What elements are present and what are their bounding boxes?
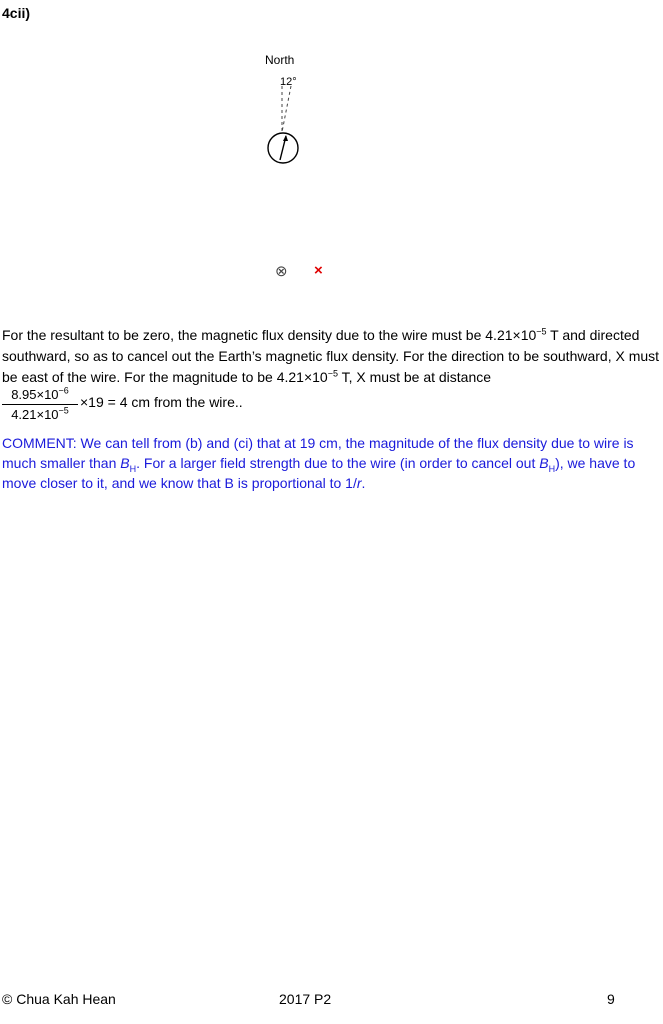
north-label: North bbox=[265, 53, 295, 67]
exp-1: −5 bbox=[536, 326, 547, 337]
comment-part-4: . bbox=[361, 475, 366, 491]
fraction-numerator bbox=[2, 386, 78, 405]
footer-paper: 2017 P2 bbox=[279, 991, 332, 1007]
exp-2: −5 bbox=[327, 368, 338, 379]
numerator-exp: −6 bbox=[58, 385, 69, 396]
comment-paragraph bbox=[2, 433, 663, 493]
unit-2: T bbox=[337, 369, 349, 385]
r-symbol: r bbox=[356, 475, 362, 491]
comment-part-1: COMMENT: We can tell from (b) and (ci) that at 19 cm, the magnitude of the flux density due to wire is much smaller than bbox=[2, 435, 634, 471]
compass-diagram bbox=[255, 82, 315, 172]
comment-part-3: ), we have to move closer to it, and we know that B is proportional to 1/ bbox=[2, 455, 636, 491]
comment-part-2: . For a larger field strength due to the wire (in order to cancel out bbox=[136, 455, 540, 471]
value-1: 4.21×10 bbox=[485, 327, 537, 343]
para-text-3: , X must be at distance bbox=[348, 369, 492, 385]
b-symbol-2: B bbox=[539, 455, 549, 471]
b-symbol: B bbox=[120, 455, 130, 471]
para-text-1: For the resultant to be zero, the magnetic flux density due to the wire must be bbox=[2, 327, 486, 343]
para-text-2: and directed southward, so as to cancel out the Earth’s magnetic flux density. For the direction to be southward, X must be east of the wire. For the magnitude to be bbox=[2, 327, 660, 385]
numerator-value: 8.95×10 bbox=[11, 387, 59, 402]
fraction-denominator bbox=[2, 405, 78, 423]
footer-page-number: 9 bbox=[607, 991, 615, 1007]
question-label: 4cii) bbox=[2, 5, 31, 21]
denominator-value: 4.21×10 bbox=[11, 407, 59, 422]
b-subscript-2: H bbox=[548, 463, 556, 474]
value-2: 4.21×10 bbox=[276, 369, 328, 385]
angle-label: 12° bbox=[280, 76, 297, 88]
calc-result bbox=[80, 394, 243, 410]
needle-direction-line bbox=[282, 86, 291, 132]
b-subscript: H bbox=[129, 463, 137, 474]
wire-into-page-icon: ⊗ bbox=[275, 263, 288, 280]
footer-author: © Chua Kah Hean bbox=[2, 991, 116, 1007]
denominator-exp: −5 bbox=[58, 405, 69, 416]
point-x-marker: × bbox=[314, 262, 323, 279]
calc-tail: from the wire.. bbox=[150, 394, 243, 410]
answer-paragraph bbox=[2, 325, 662, 388]
unit-1: T bbox=[546, 327, 559, 343]
fraction bbox=[2, 386, 78, 423]
multiplier: ×19 = 4 bbox=[80, 394, 128, 410]
result-unit: cm bbox=[127, 394, 151, 410]
